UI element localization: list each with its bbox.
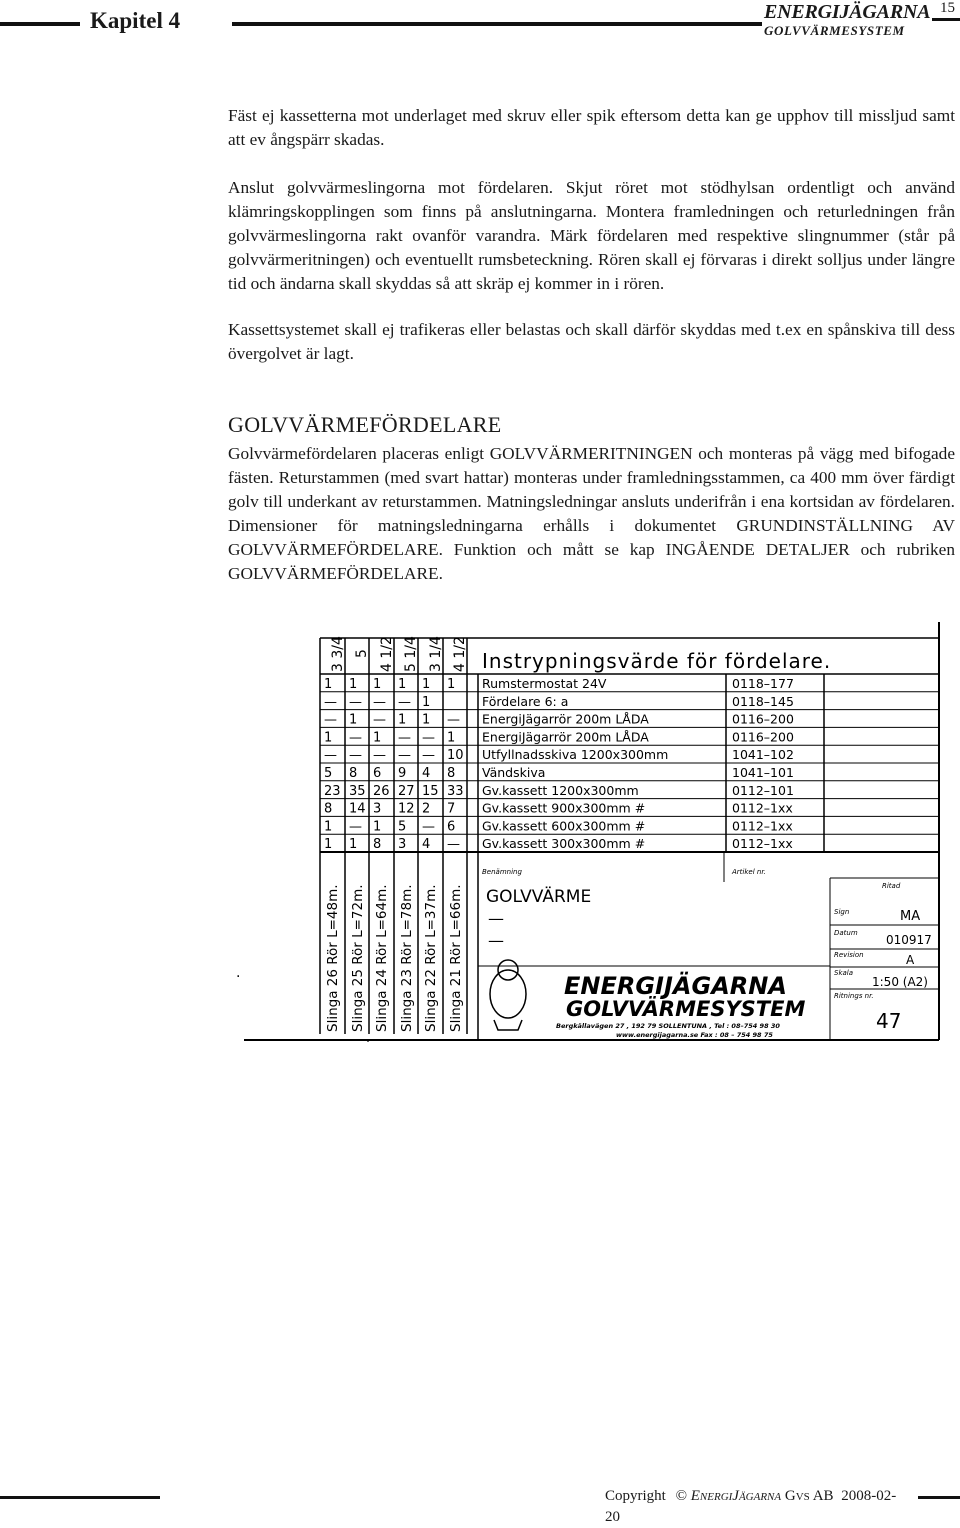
qty-cell: 1 (398, 712, 407, 728)
drawing-logo-name: ENERGIJÄGARNA (564, 972, 787, 1000)
qty-cell: 3 (373, 801, 382, 817)
qty-cell: 35 (349, 783, 366, 799)
column-header: 4 1/2 (452, 636, 468, 672)
revision-value: A (906, 953, 915, 967)
revision-label: Revision (834, 951, 864, 959)
qty-cell: 2 (422, 801, 431, 817)
loop-label: Slinga 25 Rör L=72m. (350, 884, 366, 1032)
column-header: 5 (354, 649, 370, 658)
qty-cell: 1 (324, 677, 333, 692)
page-number: 15 (940, 0, 955, 16)
item-description: Gv.kassett 900x300mm # (482, 800, 646, 816)
qty-cell: 4 (422, 766, 431, 781)
artikel-label: Artikel nr. (732, 868, 766, 876)
qty-cell: 1 (422, 677, 431, 692)
qty-cell: — (349, 730, 362, 746)
company-suffix: Gvs AB (784, 1488, 834, 1504)
qty-cell: 9 (398, 766, 407, 781)
item-description: Utfyllnadsskiva 1200x300mm (482, 747, 669, 763)
sign-label: Sign (834, 908, 850, 916)
sign-value: MA (900, 909, 921, 924)
qty-cell: — (422, 748, 435, 764)
chapter-title: Kapitel 4 (90, 8, 181, 33)
item-article-number: 0116–200 (732, 729, 794, 745)
datum-label: Datum (834, 929, 858, 937)
brand-logo (764, 1, 931, 38)
table-title: Instrypningsvärde för fördelare. (482, 649, 832, 673)
item-article-number: 0112–1xx (732, 836, 793, 852)
qty-cell: — (349, 694, 362, 710)
paragraph-protection: Kassettsystemet skall ej trafikeras eller belastas och skall därför skyddas med t.ex en spånskiva till dess övergolvet är lagt. (228, 320, 955, 363)
item-description: Vändskiva (482, 765, 546, 780)
copyright-icon: © (675, 1488, 687, 1504)
brand-name: ENERGIJÄGARNA (764, 1, 931, 23)
qty-cell: 1 (373, 730, 382, 746)
company-name: EnergiJägarna (690, 1488, 782, 1504)
manifold-drawing (236, 622, 946, 1042)
qty-cell: 5 (324, 766, 333, 781)
column-header: 4 1/2 (379, 636, 395, 672)
drawing-dot: . (236, 965, 241, 981)
item-description: Gv.kassett 600x300mm # (482, 818, 646, 834)
ritning-value: 47 (876, 1009, 902, 1033)
loop-label: Slinga 22 Rör L=37m. (423, 884, 439, 1032)
qty-cell: 15 (422, 783, 439, 799)
item-description: EnergiJägarrör 200m LÅDA (482, 729, 649, 745)
qty-cell: 1 (422, 694, 431, 710)
loop-label: Slinga 24 Rör L=64m. (374, 884, 390, 1032)
qty-cell: 1 (373, 819, 382, 835)
skala-value: 1:50 (A2) (872, 975, 928, 989)
header-rule-left (0, 22, 80, 26)
footer-rule-left (0, 1496, 160, 1499)
item-article-number: 1041–101 (732, 765, 794, 780)
qty-cell: 1 (349, 837, 358, 853)
qty-cell: 23 (324, 783, 341, 799)
qty-cell: 8 (447, 766, 456, 781)
section-heading: GOLVVÄRMEFÖRDELARE (228, 412, 502, 437)
header-rule-middle (232, 22, 762, 26)
qty-cell: 6 (447, 819, 456, 835)
column-header: 5 1/4 (403, 636, 419, 672)
ritning-label: Ritnings nr. (834, 992, 874, 1000)
qty-cell: 4 (422, 837, 431, 853)
qty-cell: 7 (447, 801, 456, 817)
benamning-label: Benämning (482, 868, 522, 876)
header-rule-right (932, 18, 960, 21)
item-description: Gv.kassett 300x300mm # (482, 836, 646, 852)
item-description: Rumstermostat 24V (482, 676, 607, 691)
qty-cell: 10 (447, 748, 464, 764)
qty-cell: — (324, 694, 337, 710)
qty-cell: 8 (324, 801, 333, 817)
mascot-icon (490, 960, 526, 1030)
qty-cell: 1 (324, 837, 333, 853)
benamning-dash-1: — (488, 909, 504, 928)
qty-cell: — (324, 748, 337, 764)
qty-cell: — (447, 837, 460, 853)
qty-cell: 1 (398, 677, 407, 692)
qty-cell: 1 (447, 677, 456, 692)
qty-cell: 8 (349, 766, 358, 781)
paragraph-connection: Anslut golvvärmeslingorna mot fördelaren. Skjut röret mot stödhylsan ordentligt och använd klämringskopplingen som finns på anslutningarna. Montera framledningen och returledningen från golvvärmeslingorna rakt ovanför varandra. Märk fördelaren med respektive slingnummer (står på golvvärmeritningen) och eventuellt rumsbeteckning. Rören skall ej förvaras i direkt solljus under längre tid och ändarna skall skyddas så att skräp ej kommer in i rören. (228, 178, 955, 293)
section-body: Golvvärmefördelaren placeras enligt GOLVVÄRMERITNINGEN och monteras på vägg med bifogade fästen. Returstammen (med svart hattar) monteras under framledningsstammen, ca 400 mm över färdigt golv till underkant av returstammen. Matningsledningar ansluts underifrån i ena kortsidan av fördelaren. Dimensioner för matningsledningarna erhålls i dokumentet GRUNDINSTÄLLNING AV GOLVVÄRMEFÖRDELARE. Funktion och mått se kap INGÅENDE DETALJER och rubriken GOLVVÄRMEFÖRDELARE. (228, 444, 955, 583)
qty-cell: 26 (373, 783, 390, 799)
drawing-web: www.energijagarna.se Fax : 08 – 754 98 75 (616, 1031, 773, 1039)
qty-cell: 6 (373, 766, 382, 781)
qty-cell: — (349, 819, 362, 835)
datum-value: 010917 (886, 933, 932, 947)
qty-cell: — (398, 748, 411, 764)
qty-cell: — (422, 819, 435, 835)
qty-cell: — (447, 712, 460, 728)
item-description: EnergiJägarrör 200m LÅDA (482, 711, 649, 727)
drawing-logo-sub: GOLVVÄRMESYSTEM (566, 997, 806, 1021)
item-description: Fördelare 6: a (482, 693, 569, 709)
qty-cell: 33 (447, 783, 464, 799)
qty-cell: 1 (447, 730, 456, 746)
copyright (605, 1486, 910, 1528)
loop-label: Slinga 21 Rör L=66m. (448, 884, 464, 1032)
benamning-dash-2: — (488, 931, 504, 950)
brand-subtitle: GOLVVÄRMESYSTEM (764, 23, 905, 38)
qty-cell: — (398, 730, 411, 746)
qty-cell: — (373, 712, 386, 728)
qty-cell: 1 (324, 730, 333, 746)
item-article-number: 0118–145 (732, 693, 794, 709)
qty-cell: — (349, 748, 362, 764)
column-header: 3 1/4 (428, 636, 444, 672)
item-article-number: 0116–200 (732, 711, 794, 727)
footer-rule-right (918, 1496, 960, 1499)
qty-cell: 14 (349, 801, 366, 817)
qty-cell: 1 (373, 677, 382, 692)
paragraph-fastening: Fäst ej kassetterna mot underlaget med skruv eller spik eftersom detta kan ge upphov till missljud samt att ev ångspärr skadas. (228, 106, 955, 149)
qty-cell: 1 (349, 712, 358, 728)
qty-cell: — (373, 694, 386, 710)
drawing-address: Bergkällavägen 27 , 192 79 SOLLENTUNA , Tel : 08–754 98 30 (556, 1022, 780, 1030)
item-article-number: 0118–177 (732, 676, 794, 691)
qty-cell: 8 (373, 837, 382, 853)
qty-cell: 27 (398, 783, 415, 799)
qty-cell: — (373, 748, 386, 764)
qty-cell: 1 (349, 677, 358, 692)
qty-cell: — (422, 730, 435, 746)
item-article-number: 0112–101 (732, 782, 794, 798)
qty-cell: 1 (324, 819, 333, 835)
item-article-number: 0112–1xx (732, 818, 793, 834)
qty-cell: 1 (422, 712, 431, 728)
item-article-number: 1041–102 (732, 747, 794, 763)
loop-label: Slinga 23 Rör L=78m. (399, 884, 415, 1032)
copyright-label: Copyright (605, 1488, 666, 1504)
copyright-date: 2008-02-20 (605, 1488, 897, 1525)
item-article-number: 0112–1xx (732, 800, 793, 816)
ritad-label: Ritad (882, 882, 901, 890)
item-description: Gv.kassett 1200x300mm (482, 782, 639, 798)
qty-cell: — (398, 694, 411, 710)
qty-cell: — (324, 712, 337, 728)
benamning-value: GOLVVÄRME (486, 887, 592, 907)
column-header: 3 3/4 (330, 636, 346, 672)
qty-cell: 5 (398, 819, 407, 835)
skala-label: Skala (834, 969, 854, 977)
qty-cell: 12 (398, 801, 415, 817)
loop-label: Slinga 26 Rör L=48m. (325, 884, 341, 1032)
qty-cell: 3 (398, 837, 407, 853)
